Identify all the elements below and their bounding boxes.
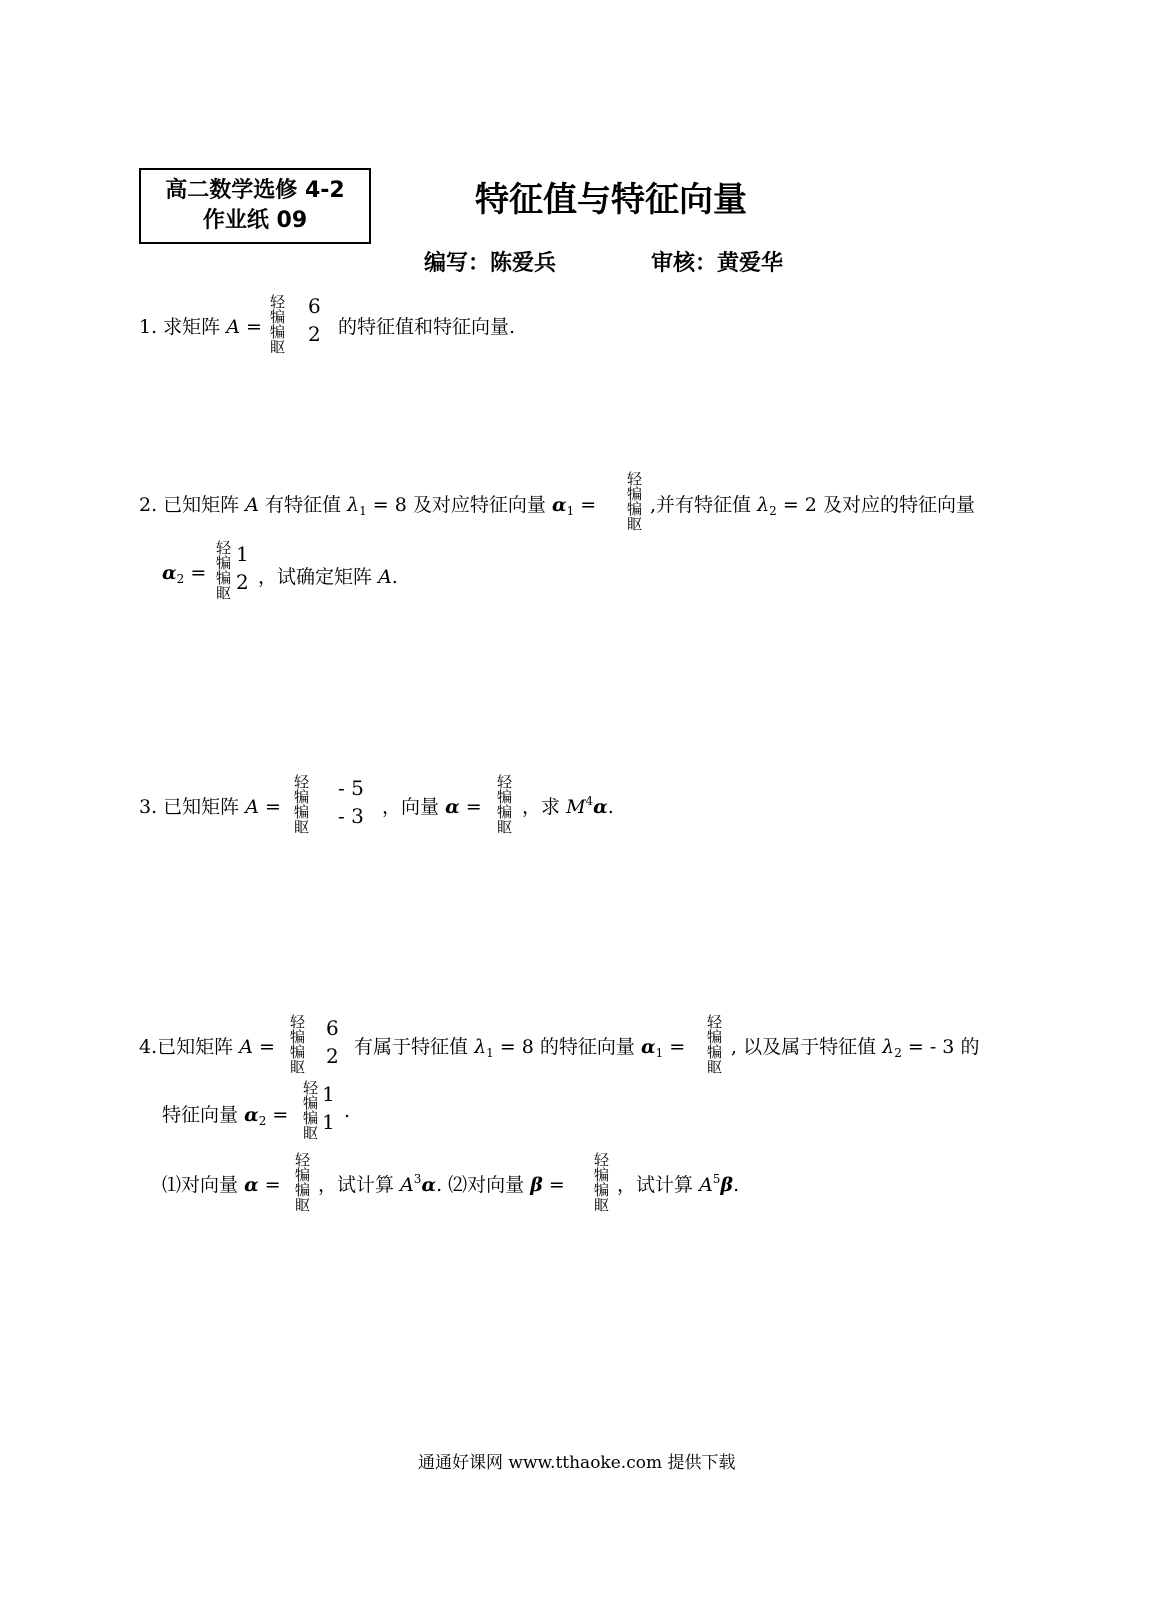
q4-matrix-bracket: 轻 犏 犏 眍: [290, 1013, 302, 1076]
q3-prefix: 3. 已知矩阵 A =: [139, 796, 281, 818]
author: 编写：陈爱兵: [424, 251, 557, 276]
page-title: 特征值与特征向量: [475, 180, 747, 220]
q2-alpha2-label: $\alpha_2$ =: [162, 562, 207, 586]
q4-part1-bracket: 轻 犏 犏 眍: [295, 1151, 307, 1214]
q4-line2: 特征向量 $\alpha_2$ =: [162, 1104, 289, 1128]
q4-prefix: 4.已知矩阵 A =: [139, 1036, 275, 1058]
q3-vector-label: ，向量 α =: [382, 796, 482, 818]
q1-matrix-column: 6 2: [308, 294, 321, 346]
course-label: 高二数学选修 4-2: [165, 178, 345, 203]
q1-matrix-bracket: 轻 犏 犏 眍: [270, 293, 282, 356]
q1-prefix: 1. 求矩阵 A =: [139, 316, 262, 338]
q3-matrix-bracket: 轻 犏 犏 眍: [294, 773, 306, 836]
q3-rest: ，求 $M^4\alpha$.: [522, 794, 614, 818]
q2-line1-rest: ,并有特征值 $\lambda_2 = 2$ 及对应的特征向量: [650, 494, 975, 518]
q4-part2-bracket: 轻 犏 犏 眍: [594, 1151, 606, 1214]
q4-part2-rest: ，试计算 $A^5\beta$.: [617, 1172, 740, 1196]
reviewer: 审核：黄爱华: [651, 251, 784, 276]
q4-line2-end: .: [344, 1100, 351, 1122]
q4-alpha1-bracket: 轻 犏 犏 眍: [707, 1013, 719, 1076]
footer-source: 通通好课网 www.tthaoke.com 提供下载: [418, 1453, 736, 1473]
q2-alpha2-bracket: 轻 犏 犏 眍: [216, 539, 228, 602]
q4-alpha2-column: 1 1: [322, 1082, 335, 1134]
q2-line2-rest: ，试确定矩阵 A.: [258, 566, 398, 588]
q4-alpha2-bracket: 轻 犏 犏 眍: [303, 1079, 315, 1142]
q4-line1: 有属于特征值 $\lambda_1 = 8$ 的特征向量 $\alpha_1$ =: [354, 1036, 686, 1060]
q4-part1-rest: ，试计算 $A^3\alpha$. ⑵对向量 β =: [318, 1172, 565, 1196]
q3-matrix-column: - 5 - 3: [338, 776, 364, 828]
q2-line1: 2. 已知矩阵 A 有特征值 $\lambda_1 = 8$ 及对应特征向量 $\alpha_1$ =: [139, 494, 597, 518]
q2-alpha2-column: 1 2: [236, 542, 249, 594]
q4-part1: ⑴对向量 α =: [162, 1174, 281, 1196]
q2-alpha1-bracket: 轻 犏 犏 眍: [627, 470, 639, 533]
worksheet-label: 作业纸 09: [202, 208, 308, 233]
q4-line1-rest: , 以及属于特征值 $\lambda_2$ = - 3 的: [731, 1036, 980, 1060]
q1-suffix: 的特征值和特征向量.: [338, 316, 516, 338]
q3-vector-bracket: 轻 犏 犏 眍: [497, 773, 509, 836]
course-box: [139, 168, 371, 244]
q4-matrix-column: 6 2: [326, 1016, 339, 1068]
